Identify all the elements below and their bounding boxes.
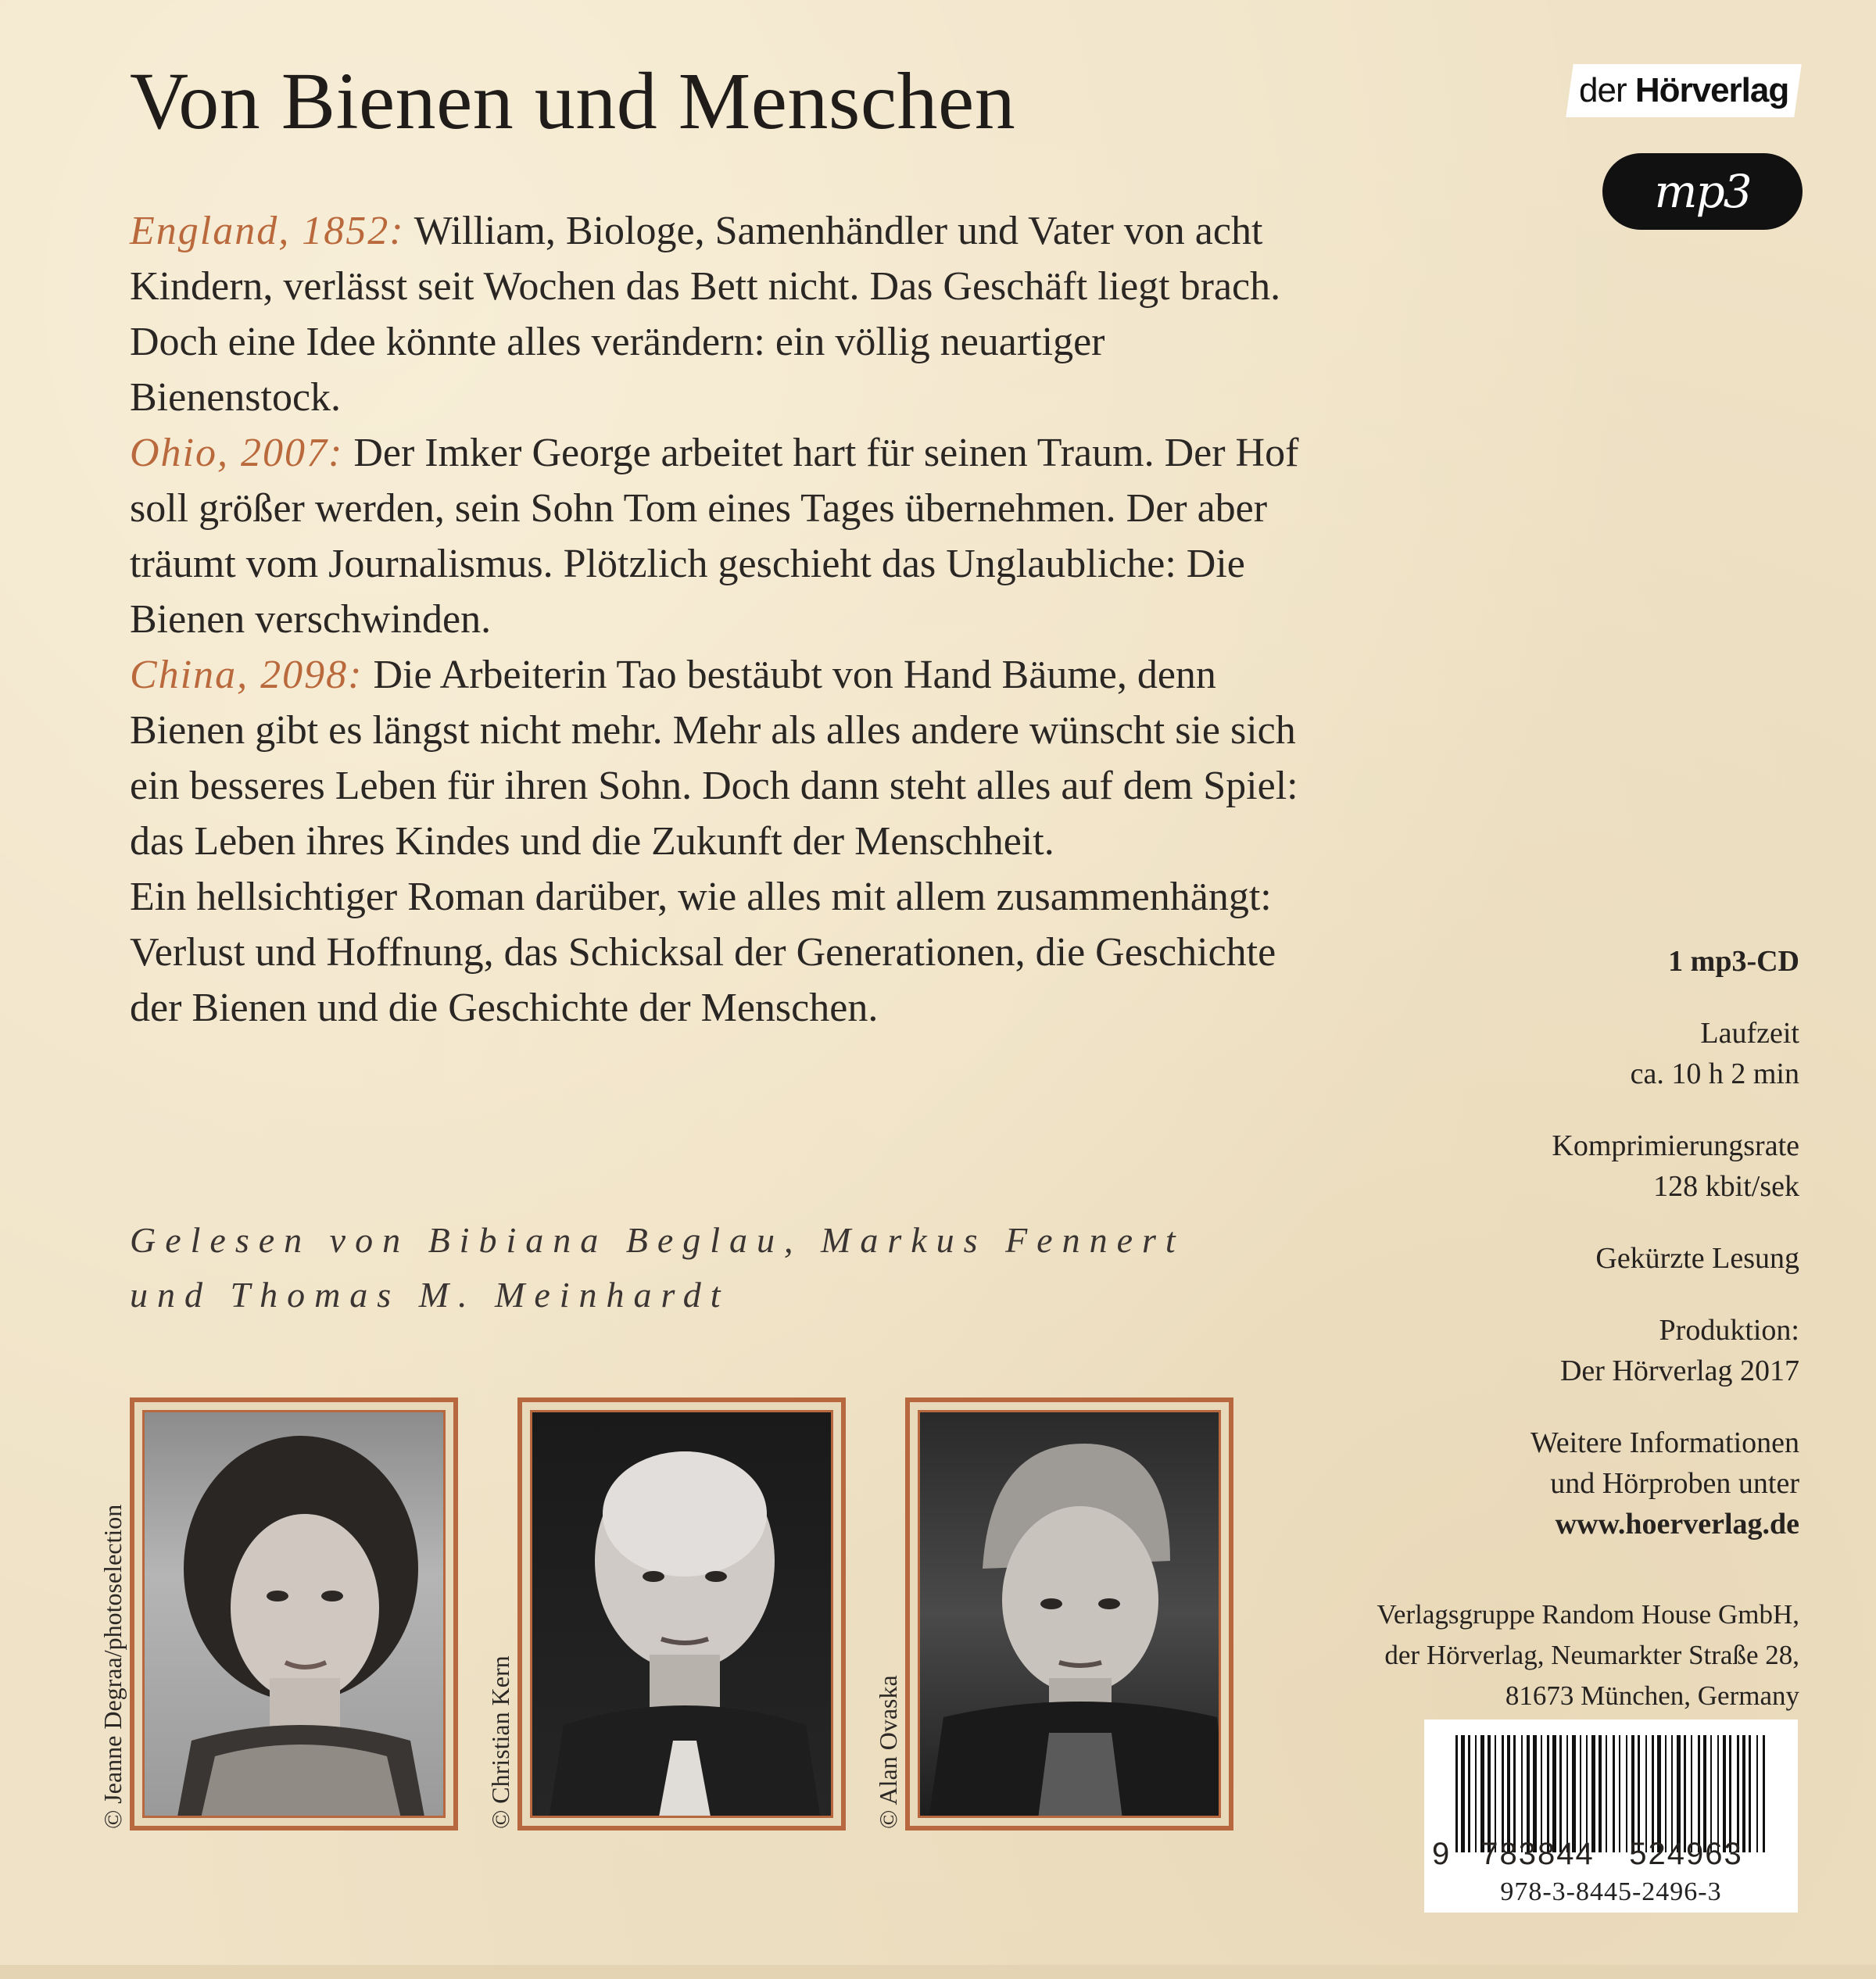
barcode-digit-first: 9: [1432, 1837, 1450, 1871]
blurb: [130, 203, 1318, 1036]
website-link[interactable]: www.hoerverlag.de: [1555, 1508, 1799, 1541]
spec-runtime: Laufzeit ca. 10 h 2 min: [1630, 1017, 1799, 1090]
reader-photo-1: [142, 1410, 446, 1818]
blurb-paragraph-china: China, 2098: Die Arbeiterin Tao bestäubt von Hand Bäume, denn Bienen gibt es längst nicht mehr. Mehr als alles andere wünscht sie sich ein besseres Leben für ihren Sohn. Doch dann steht alles auf dem Spiel: das Leben ihres Kindes und die Zukunft der Menschheit.: [130, 653, 1298, 864]
product-specs: [1299, 941, 1799, 1576]
mp3-badge-text: mp3: [1654, 165, 1751, 218]
spec-format: 1 mp3-CD: [1668, 945, 1799, 978]
reader-photo-3: [918, 1410, 1221, 1818]
blurb-paragraph-ohio: Ohio, 2007: Der Imker George arbeitet hart für seinen Traum. Der Hof soll größer werden, sein Sohn Tom eines Tages übernehmen. Der aber träumt vom Journalismus. Plötzlich geschieht das Unglaubliche: Die Bienen verschwinden.: [130, 431, 1299, 642]
isbn: 978-3-8445-2496-3: [1424, 1872, 1798, 1913]
readers-line-2: und Thomas M. Meinhardt: [130, 1275, 730, 1315]
spec-edition: Gekürzte Lesung: [1595, 1242, 1799, 1275]
photo-credit-1: © Jeanne Degraa/photoselection: [98, 1504, 127, 1829]
blurb-paragraph-england: England, 1852: William, Biologe, Samenhändler und Vater von acht Kindern, verlässt seit Wochen das Bett nicht. Das Geschäft liegt brach. Doch eine Idee könnte alles verändern: ein völlig neuartiger Bienenstock.: [130, 209, 1281, 420]
publisher-logo: [1566, 64, 1802, 117]
barcode-digits-right: 524963: [1629, 1837, 1743, 1871]
reader-photo-2: [530, 1410, 833, 1818]
book-title: Von Bienen und Menschen: [130, 56, 1016, 146]
barcode-digits-left: 783844: [1480, 1837, 1595, 1871]
publisher-address: Verlagsgruppe Random House GmbH, der Hörverlag, Neumarkter Straße 28, 81673 München, Germany: [1377, 1599, 1799, 1711]
place-china: China, 2098:: [130, 653, 363, 697]
spec-compression: Komprimierungsrate 128 kbit/sek: [1552, 1129, 1799, 1203]
reader-photo-frame-3: [905, 1397, 1233, 1830]
spec-info: Weitere Informationen und Hörproben unter www.hoerverlag.de: [1299, 1423, 1799, 1544]
photo-credit-3: © Alan Ovaska: [874, 1675, 902, 1829]
publisher-logo-text: der Hörverlag: [1578, 71, 1789, 109]
reader-photo-frame-1: [130, 1397, 458, 1830]
place-ohio: Ohio, 2007:: [130, 431, 344, 475]
blurb-paragraph-summary: Ein hellsichtiger Roman darüber, wie alles mit allem zusammenhängt: Verlust und Hoffnung, das Schicksal der Generationen, die Geschichte der Bienen und die Geschichte der Menschen.: [130, 875, 1276, 1030]
photo-credit-2: © Christian Kern: [486, 1655, 514, 1829]
place-england: England, 1852:: [130, 209, 405, 253]
readers-line-1: Gelesen von Bibiana Beglau, Markus Fennert: [130, 1220, 1185, 1260]
spec-production: Produktion: Der Hörverlag 2017: [1559, 1314, 1799, 1387]
barcode-bars: [1455, 1735, 1768, 1852]
reader-photo-frame-2: [517, 1397, 846, 1830]
mp3-badge: [1602, 153, 1803, 230]
readers-credit: [130, 1213, 1318, 1322]
bottom-strip: [0, 1965, 1876, 1979]
